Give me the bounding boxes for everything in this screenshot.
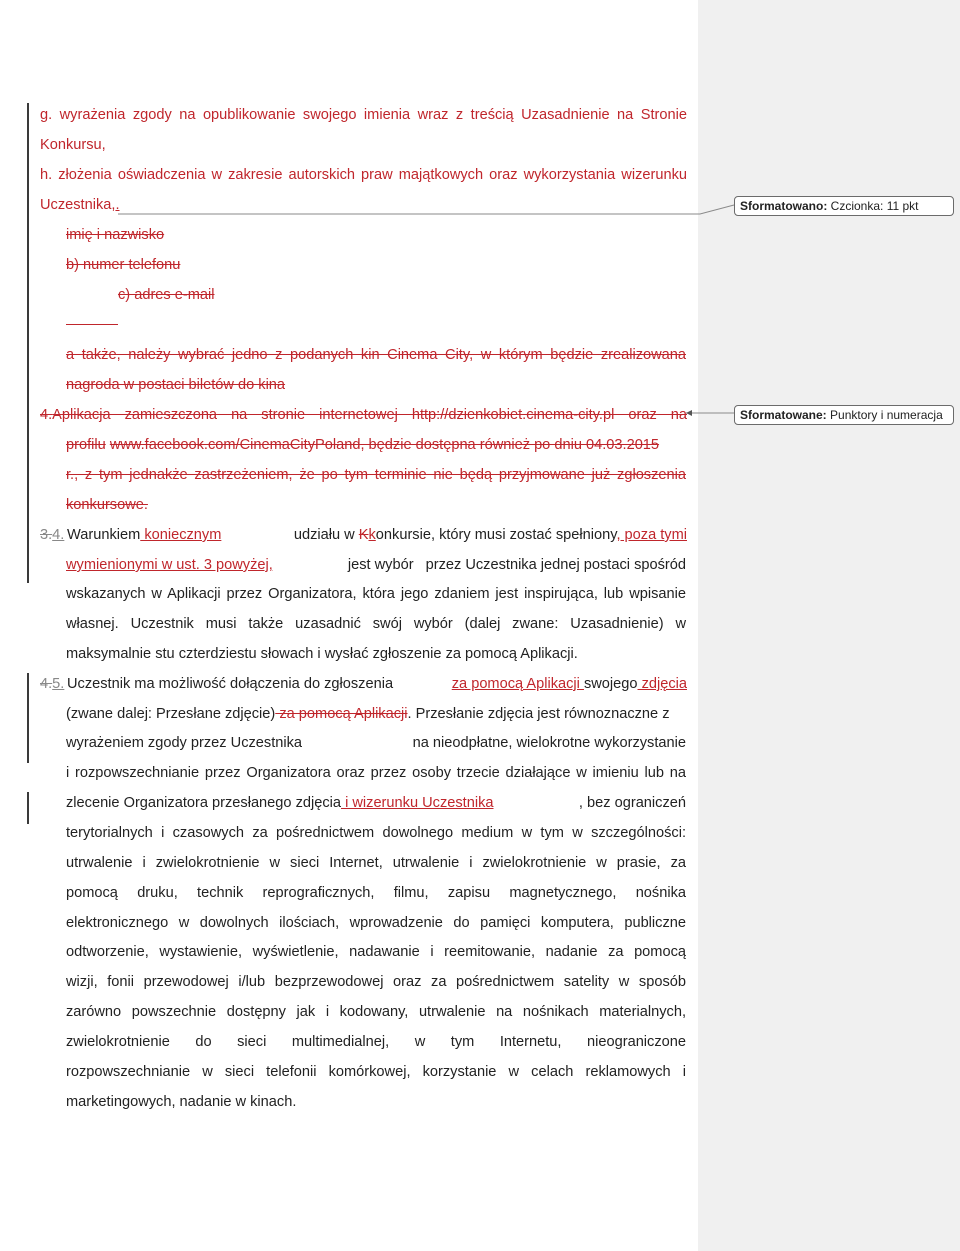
deleted-field-phone: b) numer telefonu: [66, 257, 181, 273]
text-jest-wybor: jest wybór: [347, 557, 418, 573]
inserted-wizerunek: i wizerunku Uczestnika: [341, 795, 494, 811]
list-item-g-text: [40, 105, 687, 125]
deleted-K: K: [358, 527, 369, 543]
list-item-h-line2: [40, 195, 120, 215]
deleted-app-line4: konkursowe.: [66, 497, 148, 513]
inserted-number: 4.: [52, 527, 65, 543]
deleted-app-number: 4.: [40, 407, 53, 423]
facebook-link[interactable]: www.facebook.com/CinemaCityPoland: [109, 437, 361, 453]
inserted-mark: .: [115, 197, 120, 213]
deleted-field-name: imię i nazwisko: [66, 227, 165, 243]
comment-label: Sformatowano:: [740, 199, 828, 213]
para-photo-line2: [66, 704, 686, 724]
text-przeslanie: . Przesłanie zdjęcia jest równoznaczne z: [407, 706, 670, 722]
deleted-cinema-line2: nagroda w postaci biletów do kina: [66, 377, 286, 393]
format-comment-numbering[interactable]: [734, 405, 954, 425]
word: g.: [40, 107, 53, 123]
list-item-g-line2: Konkursu,: [40, 137, 106, 153]
para-photo-line1: [40, 674, 687, 694]
deleted-app-text: Aplikacja zamieszczona na stronie internetowej http://dzienkobiet.cinema-city.pl oraz na: [52, 407, 687, 423]
para-photo-line13: zwielokrotnienie do sieci multimedialnej, w tym Internetu, nieograniczone: [66, 1034, 686, 1050]
comment-detail: Punktory i numeracja: [826, 408, 943, 422]
para-photo-line3: [66, 733, 686, 753]
para-photo-line15: marketingowych, nadanie w kinach.: [66, 1094, 297, 1110]
list-item-h-line1: h. złożenia oświadczenia w zakresie autorskich praw majątkowych oraz wykorzystania wizerunku: [40, 167, 687, 183]
text-udzialu: udziału w Kkonkursie, który musi zostać spełniony, poza tymi: [293, 527, 687, 543]
text-zlecenie: zlecenie Organizatora przesłanego zdjęcia: [66, 795, 342, 811]
inserted-reference: wymienionymi w ust. 3 powyżej,: [66, 557, 273, 573]
para-condition-line1: [40, 525, 687, 545]
inserted-za-pomoca: za pomocą Aplikacji: [451, 676, 584, 692]
word: Stronie: [640, 107, 687, 123]
inserted-poza-tymi: , poza tymi: [616, 527, 687, 543]
word: zgody: [132, 107, 172, 123]
para-photo-line11: wizji, fonii przewodowej i/lub bezprzewodowej oraz za pośrednictwem satelity w sposób: [66, 974, 686, 990]
para-photo-line7: utrwalenie i zwielokrotnienie w sieci Internet, utrwalenie i zwielokrotnienie w prasie, za: [66, 855, 686, 871]
deleted-field-email: c) adres e-mail: [118, 287, 215, 303]
format-comment-font[interactable]: [734, 196, 954, 216]
para-photo-line5: [66, 793, 686, 813]
word: na: [179, 107, 196, 123]
para-photo-line4: i rozpowszechnianie przez Organizatora oraz przez osoby trzecie działające w imieniu lub na: [66, 765, 686, 781]
para-condition-line5: maksymalnie stu czterdziestu słowach i wysłać zgłoszenie za pomocą Aplikacji.: [66, 646, 578, 662]
para-condition-line2: [66, 555, 686, 575]
deleted-empty-line: [66, 324, 118, 325]
word: z: [455, 107, 464, 123]
word: na: [617, 107, 634, 123]
deleted-app-line3: r., z tym jednakże zastrzeżeniem, że po tym terminie nie będą przyjmowane już zgłoszenia: [66, 467, 686, 483]
deleted-za-pomoca: za pomocą Aplikacji: [275, 706, 408, 722]
deleted-app-profile: profilu: [66, 437, 106, 453]
para-photo-line8: pomocą druku, technik reprograficznych, filmu, zapisu magnetycznego, nośnika: [66, 885, 686, 901]
text-bez-ograniczen: , bez ograniczeń: [578, 795, 686, 811]
deleted-field-email-line: [66, 285, 215, 305]
para-photo-line14: rozpowszechnianie w sieci telefonii komórkowej, korzystanie w celach reklamowych i: [66, 1064, 686, 1080]
deleted-number: 4.: [40, 676, 53, 692]
list-item-h-text: Uczestnika,: [40, 197, 116, 213]
deleted-app-line1: [40, 405, 687, 425]
deleted-cinema-line1: a także, należy wybrać jedno z podanych kin Cinema City, w którym będzie zrealizowana: [66, 347, 686, 363]
inserted-k: k: [368, 527, 376, 543]
text-swojego: swojego: [583, 676, 638, 692]
comment-label: Sformatowane:: [740, 408, 827, 422]
para-condition-line3: wskazanych w Aplikacji przez Organizatora, która jego zdaniem jest inspirująca, lub wpisanie: [66, 586, 686, 602]
word: treścią: [470, 107, 514, 123]
list-item-g-line1: [40, 105, 687, 125]
word: swojego: [302, 107, 357, 123]
deleted-number: 3.: [40, 527, 53, 543]
inserted-koniecznym: koniecznym: [140, 527, 222, 543]
word: wyrażenia: [59, 107, 126, 123]
para-photo-line10: odtworzenie, wystawienie, wyświetlenie, nadawanie i reemitowanie, nadanie za pomocą: [66, 944, 686, 960]
text-na-nieodplatne: na nieodpłatne, wielokrotne wykorzystanie: [412, 735, 686, 751]
word: opublikowanie: [202, 107, 296, 123]
text-warunkiem: Warunkiem: [67, 527, 141, 543]
word: imienia: [363, 107, 411, 123]
inserted-zdjecia: zdjęcia: [637, 676, 687, 692]
comment-detail: Czcionka: 11 pkt: [827, 199, 919, 213]
text-przez-uczestnika: przez Uczestnika jednej postaci spośród: [425, 557, 686, 573]
para-photo-line12: zarówno powszechnie dostępny jak i kodowany, utrwalenie na nośnikach materialnych,: [66, 1004, 686, 1020]
inserted-number: 5.: [52, 676, 65, 692]
text-zwane-dalej: (zwane dalej: Przesłane zdjęcie): [66, 706, 276, 722]
deleted-app-date: , będzie dostępna również po dniu 04.03.2015: [360, 437, 660, 453]
word: Uzasadnienie: [521, 107, 610, 123]
para-photo-line9: elektronicznego w dowolnych ilościach, wprowadzenie do pamięci komputera, publiczne: [66, 915, 686, 931]
para-photo-line6: terytorialnych i czasowych za pośrednictwem dowolnego medium w tym w szczególności:: [66, 825, 686, 841]
deleted-app-line2: [66, 435, 659, 455]
text-uczestnik-ma: Uczestnik ma możliwość dołączenia do zgłoszenia: [67, 676, 394, 692]
para-condition-words: [67, 525, 687, 545]
text-wyrazeniem: wyrażeniem zgody przez Uczestnika: [66, 735, 307, 751]
text-onkursie: onkursie, który musi zostać spełniony: [375, 527, 617, 543]
para-photo-words: [67, 674, 687, 694]
word: wraz: [417, 107, 449, 123]
para-condition-line4: własnej. Uczestnik musi także uzasadnić swój wybór (dalej zwane: Uzasadnienie) w: [66, 616, 686, 632]
